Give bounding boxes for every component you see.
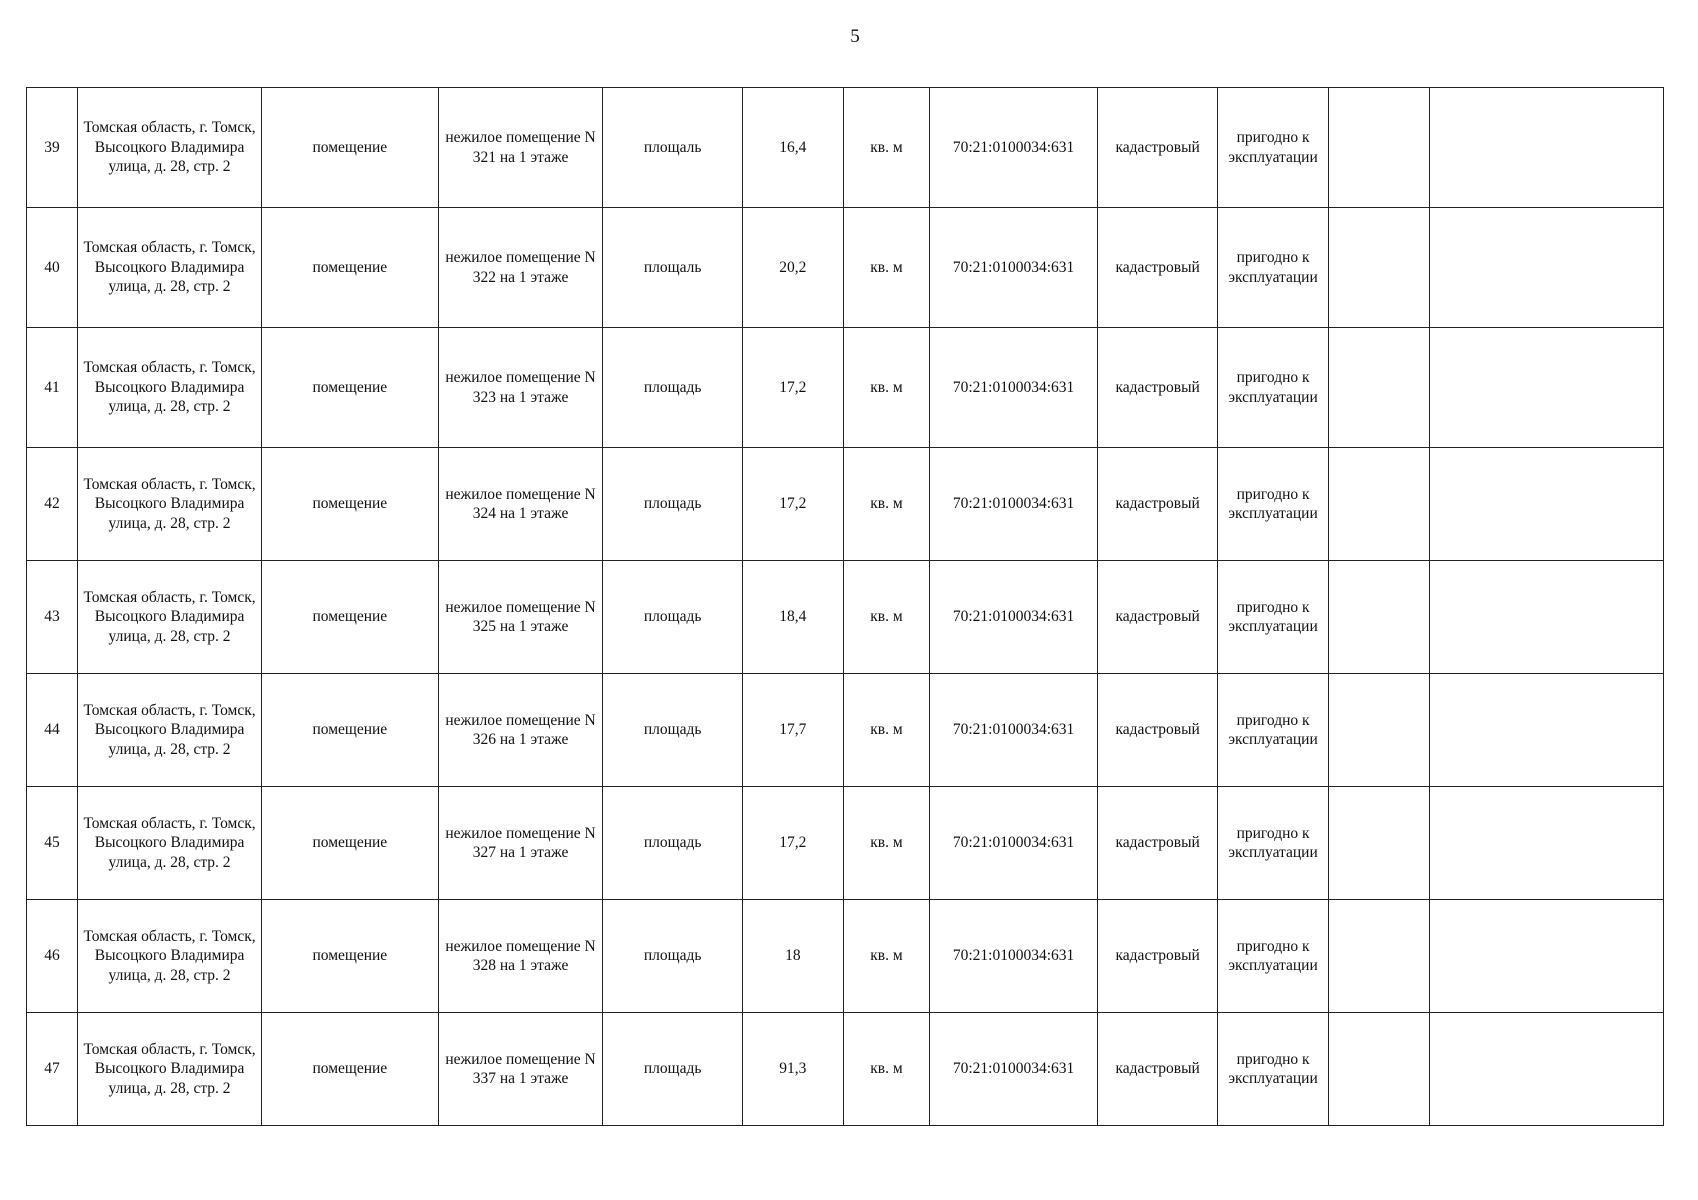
object-type-cell: помещение [262, 900, 439, 1013]
row-number-cell: 46 [27, 900, 78, 1013]
parameter-cell: площадь [603, 900, 742, 1013]
area-value-cell: 17,2 [742, 448, 843, 561]
empty-cell [1429, 787, 1663, 900]
table-row [27, 1013, 1664, 1126]
property-registry-table [26, 87, 1664, 1126]
description-cell: нежилое помещение N 326 на 1 этаже [438, 674, 603, 787]
area-value-cell: 17,2 [742, 328, 843, 448]
parameter-cell: площаль [603, 88, 742, 208]
unit-cell: кв. м [843, 448, 929, 561]
unit-cell: кв. м [843, 88, 929, 208]
number-type-cell: кадастровый [1098, 674, 1218, 787]
object-type-cell: помещение [262, 787, 439, 900]
description-cell: нежилое помещение N 323 на 1 этаже [438, 328, 603, 448]
address-cell: Томская область, г. Томск, Высоцкого Владимира улица, д. 28, стр. 2 [78, 1013, 262, 1126]
object-type-cell: помещение [262, 448, 439, 561]
object-type-cell: помещение [262, 674, 439, 787]
empty-cell [1328, 900, 1429, 1013]
address-cell: Томская область, г. Томск, Высоцкого Владимира улица, д. 28, стр. 2 [78, 900, 262, 1013]
cadastral-number-cell: 70:21:0100034:631 [930, 328, 1098, 448]
cadastral-number-cell: 70:21:0100034:631 [930, 900, 1098, 1013]
object-type-cell: помещение [262, 1013, 439, 1126]
empty-cell [1328, 561, 1429, 674]
table-row [27, 448, 1664, 561]
parameter-cell: площадь [603, 674, 742, 787]
area-value-cell: 20,2 [742, 208, 843, 328]
unit-cell: кв. м [843, 1013, 929, 1126]
condition-cell: пригодно к эксплуатации [1218, 448, 1329, 561]
address-cell: Томская область, г. Томск, Высоцкого Владимира улица, д. 28, стр. 2 [78, 448, 262, 561]
table-row [27, 787, 1664, 900]
description-cell: нежилое помещение N 325 на 1 этаже [438, 561, 603, 674]
table-row [27, 88, 1664, 208]
parameter-cell: площадь [603, 1013, 742, 1126]
object-type-cell: помещение [262, 328, 439, 448]
empty-cell [1429, 208, 1663, 328]
number-type-cell: кадастровый [1098, 1013, 1218, 1126]
object-type-cell: помещение [262, 208, 439, 328]
area-value-cell: 17,2 [742, 787, 843, 900]
condition-cell: пригодно к эксплуатации [1218, 208, 1329, 328]
address-cell: Томская область, г. Томск, Высоцкого Владимира улица, д. 28, стр. 2 [78, 561, 262, 674]
number-type-cell: кадастровый [1098, 88, 1218, 208]
unit-cell: кв. м [843, 787, 929, 900]
address-cell: Томская область, г. Томск, Высоцкого Владимира улица, д. 28, стр. 2 [78, 208, 262, 328]
row-number-cell: 40 [27, 208, 78, 328]
area-value-cell: 16,4 [742, 88, 843, 208]
cadastral-number-cell: 70:21:0100034:631 [930, 561, 1098, 674]
row-number-cell: 42 [27, 448, 78, 561]
address-cell: Томская область, г. Томск, Высоцкого Владимира улица, д. 28, стр. 2 [78, 674, 262, 787]
row-number-cell: 43 [27, 561, 78, 674]
empty-cell [1429, 448, 1663, 561]
empty-cell [1429, 328, 1663, 448]
condition-cell: пригодно к эксплуатации [1218, 674, 1329, 787]
parameter-cell: площадь [603, 448, 742, 561]
cadastral-number-cell: 70:21:0100034:631 [930, 448, 1098, 561]
cadastral-number-cell: 70:21:0100034:631 [930, 88, 1098, 208]
row-number-cell: 39 [27, 88, 78, 208]
empty-cell [1328, 787, 1429, 900]
unit-cell: кв. м [843, 208, 929, 328]
cadastral-number-cell: 70:21:0100034:631 [930, 1013, 1098, 1126]
condition-cell: пригодно к эксплуатации [1218, 328, 1329, 448]
condition-cell: пригодно к эксплуатации [1218, 900, 1329, 1013]
empty-cell [1429, 88, 1663, 208]
empty-cell [1328, 1013, 1429, 1126]
description-cell: нежилое помещение N 324 на 1 этаже [438, 448, 603, 561]
unit-cell: кв. м [843, 900, 929, 1013]
table-row [27, 328, 1664, 448]
number-type-cell: кадастровый [1098, 208, 1218, 328]
page-number: 5 [850, 26, 860, 47]
row-number-cell: 44 [27, 674, 78, 787]
description-cell: нежилое помещение N 321 на 1 этаже [438, 88, 603, 208]
table-row [27, 674, 1664, 787]
number-type-cell: кадастровый [1098, 561, 1218, 674]
address-cell: Томская область, г. Томск, Высоцкого Владимира улица, д. 28, стр. 2 [78, 787, 262, 900]
row-number-cell: 47 [27, 1013, 78, 1126]
empty-cell [1429, 900, 1663, 1013]
empty-cell [1328, 674, 1429, 787]
parameter-cell: площаль [603, 208, 742, 328]
empty-cell [1328, 448, 1429, 561]
description-cell: нежилое помещение N 337 на 1 этаже [438, 1013, 603, 1126]
cadastral-number-cell: 70:21:0100034:631 [930, 674, 1098, 787]
area-value-cell: 18,4 [742, 561, 843, 674]
number-type-cell: кадастровый [1098, 787, 1218, 900]
unit-cell: кв. м [843, 561, 929, 674]
parameter-cell: площадь [603, 787, 742, 900]
parameter-cell: площадь [603, 561, 742, 674]
table-row [27, 208, 1664, 328]
table-body [27, 88, 1664, 1126]
table-row [27, 900, 1664, 1013]
cadastral-number-cell: 70:21:0100034:631 [930, 208, 1098, 328]
description-cell: нежилое помещение N 327 на 1 этаже [438, 787, 603, 900]
area-value-cell: 17,7 [742, 674, 843, 787]
description-cell: нежилое помещение N 328 на 1 этаже [438, 900, 603, 1013]
object-type-cell: помещение [262, 88, 439, 208]
number-type-cell: кадастровый [1098, 448, 1218, 561]
area-value-cell: 18 [742, 900, 843, 1013]
empty-cell [1328, 88, 1429, 208]
condition-cell: пригодно к эксплуатации [1218, 787, 1329, 900]
empty-cell [1328, 208, 1429, 328]
row-number-cell: 41 [27, 328, 78, 448]
description-cell: нежилое помещение N 322 на 1 этаже [438, 208, 603, 328]
row-number-cell: 45 [27, 787, 78, 900]
address-cell: Томская область, г. Томск, Высоцкого Владимира улица, д. 28, стр. 2 [78, 88, 262, 208]
condition-cell: пригодно к эксплуатации [1218, 561, 1329, 674]
cadastral-number-cell: 70:21:0100034:631 [930, 787, 1098, 900]
empty-cell [1328, 328, 1429, 448]
address-cell: Томская область, г. Томск, Высоцкого Владимира улица, д. 28, стр. 2 [78, 328, 262, 448]
condition-cell: пригодно к эксплуатации [1218, 88, 1329, 208]
table-row [27, 561, 1664, 674]
number-type-cell: кадастровый [1098, 328, 1218, 448]
unit-cell: кв. м [843, 328, 929, 448]
unit-cell: кв. м [843, 674, 929, 787]
number-type-cell: кадастровый [1098, 900, 1218, 1013]
object-type-cell: помещение [262, 561, 439, 674]
empty-cell [1429, 674, 1663, 787]
condition-cell: пригодно к эксплуатации [1218, 1013, 1329, 1126]
area-value-cell: 91,3 [742, 1013, 843, 1126]
empty-cell [1429, 1013, 1663, 1126]
parameter-cell: площадь [603, 328, 742, 448]
empty-cell [1429, 561, 1663, 674]
